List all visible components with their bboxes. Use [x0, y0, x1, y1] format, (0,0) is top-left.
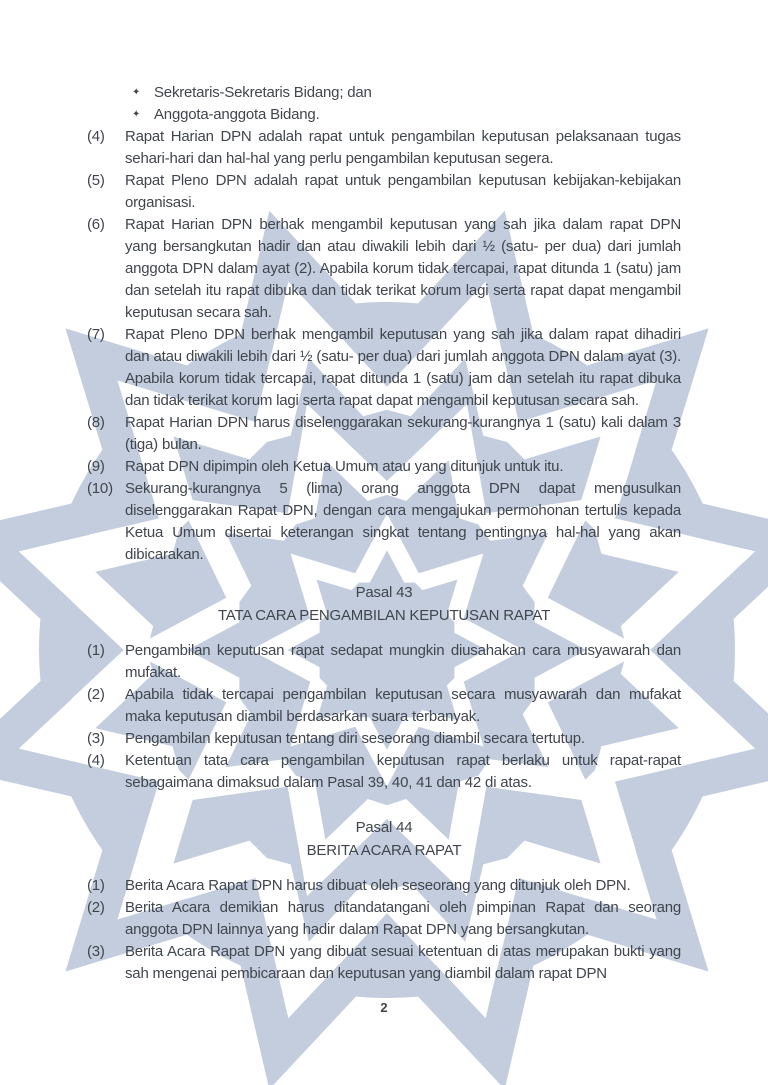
clause-text: Berita Acara demikian harus ditandatangani oleh pimpinan Rapat dan seorang anggota DPN lainnya yang hadir dalam Rapat DPN yang bersangkutan. [125, 899, 681, 938]
clause-number: (4) [87, 128, 105, 145]
clause-row [87, 214, 681, 324]
clause-row [87, 456, 681, 478]
diamond-bullet-icon: ✦ [132, 87, 141, 98]
bullet-item [87, 104, 681, 126]
clause-text: Rapat DPN dipimpin oleh Ketua Umum atau yang ditunjuk untuk itu. [125, 458, 564, 475]
clause-row [87, 684, 681, 728]
clause-number: (6) [87, 216, 105, 233]
clause-row [87, 478, 681, 566]
clause-row [87, 170, 681, 214]
clause-row [87, 640, 681, 684]
clause-row [87, 126, 681, 170]
clause-row [87, 324, 681, 412]
section-title: Pasal 43 [355, 584, 413, 601]
bullet-list [87, 82, 681, 126]
clause-number: (1) [87, 877, 105, 894]
section-subtitle: TATA CARA PENGAMBILAN KEPUTUSAN RAPAT [217, 607, 551, 624]
section-subtitle: BERITA ACARA RAPAT [306, 842, 462, 859]
clause-row [87, 728, 681, 750]
clause-number: (5) [87, 172, 105, 189]
bullet-item [87, 82, 681, 104]
clause-text: Rapat Pleno DPN adalah rapat untuk pengambilan keputusan kebijakan-kebijakan organisasi. [125, 172, 681, 211]
clause-text: Pengambilan keputusan rapat sedapat mungkin diusahakan cara musyawarah dan mufakat. [125, 642, 681, 681]
clause-number: (1) [87, 642, 105, 659]
clause-row [87, 412, 681, 456]
clause-text: Rapat Harian DPN adalah rapat untuk pengambilan keputusan pelaksanaan tugas sehari-hari dan hal-hal yang perlu pengambilan keputusan segera. [125, 128, 681, 167]
clause-row [87, 897, 681, 941]
clause-text: Berita Acara Rapat DPN harus dibuat oleh seseorang yang ditunjuk oleh DPN. [125, 877, 631, 894]
clause-text: Sekurang-kurangnya 5 (lima) orang anggota DPN dapat mengusulkan diselenggarakan Rapat DPN, dengan cara mengajukan permohonan tertulis kepada Ketua Umum disertai keterangan singkat tentang pentingnya hal-hal yang akan dibicarakan. [125, 480, 681, 563]
diamond-bullet-icon: ✦ [132, 109, 141, 120]
clause-number: (3) [87, 943, 105, 960]
clause-number: (3) [87, 730, 105, 747]
clause-number: (10) [87, 480, 113, 497]
clause-number: (7) [87, 326, 105, 343]
clause-number: (9) [87, 458, 105, 475]
bullet-text: Sekretaris-Sekretaris Bidang; dan [154, 84, 372, 101]
clause-list-intro [87, 126, 681, 566]
clause-text: Apabila tidak tercapai pengambilan keputusan secara musyawarah dan mufakat maka keputusan diambil berdasarkan suara terbanyak. [125, 686, 681, 725]
page-number: 2 [380, 1000, 388, 1015]
clause-number: (2) [87, 686, 105, 703]
section-heading-pasal-44 [87, 816, 681, 862]
clause-text: Rapat Harian DPN harus diselenggarakan sekurang-kurangnya 1 (satu) kali dalam 3 (tiga) bulan. [125, 414, 681, 453]
bullet-text: Anggota-anggota Bidang. [154, 106, 320, 123]
clause-row [87, 941, 681, 985]
clause-text: Ketentuan tata cara pengambilan keputusan rapat berlaku untuk rapat-rapat sebagaimana dimaksud dalam Pasal 39, 40, 41 dan 42 di atas. [125, 752, 681, 791]
clause-text: Rapat Pleno DPN berhak mengambil keputusan yang sah jika dalam rapat dihadiri dan atau diwakili lebih dari ½ (satu- per dua) dari jumlah anggota DPN dalam ayat (3). Apabila korum tidak tercapai, rapat ditunda 1 (satu) jam dan setelah itu rapat dibuka dan tidak terikat korum lagi serta rapat dapat mengambil keputusan secara sah. [125, 326, 681, 409]
clause-row [87, 750, 681, 794]
clause-number: (2) [87, 899, 105, 916]
clause-list-pasal-43 [87, 640, 681, 794]
clause-list-pasal-44 [87, 875, 681, 985]
clause-text: Berita Acara Rapat DPN yang dibuat sesuai ketentuan di atas merupakan bukti yang sah mengenai pembicaraan dan keputusan yang diambil dalam rapat DPN [125, 943, 681, 982]
clause-text: Pengambilan keputusan tentang diri seseorang diambil secara tertutup. [125, 730, 585, 747]
clause-number: (4) [87, 752, 105, 769]
clause-row [87, 875, 681, 897]
section-heading-pasal-43 [87, 581, 681, 627]
clause-text: Rapat Harian DPN berhak mengambil keputusan yang sah jika dalam rapat DPN yang bersangkutan hadir dan atau diwakili lebih dari ½ (satu- per dua) dari jumlah anggota DPN dalam ayat (2). Apabila korum tidak tercapai, rapat ditunda 1 (satu) jam dan setelah itu rapat dibuka dan tidak terikat korum lagi serta rapat dapat mengambil keputusan secara sah. [125, 216, 681, 321]
section-title: Pasal 44 [355, 819, 413, 836]
clause-number: (8) [87, 414, 105, 431]
